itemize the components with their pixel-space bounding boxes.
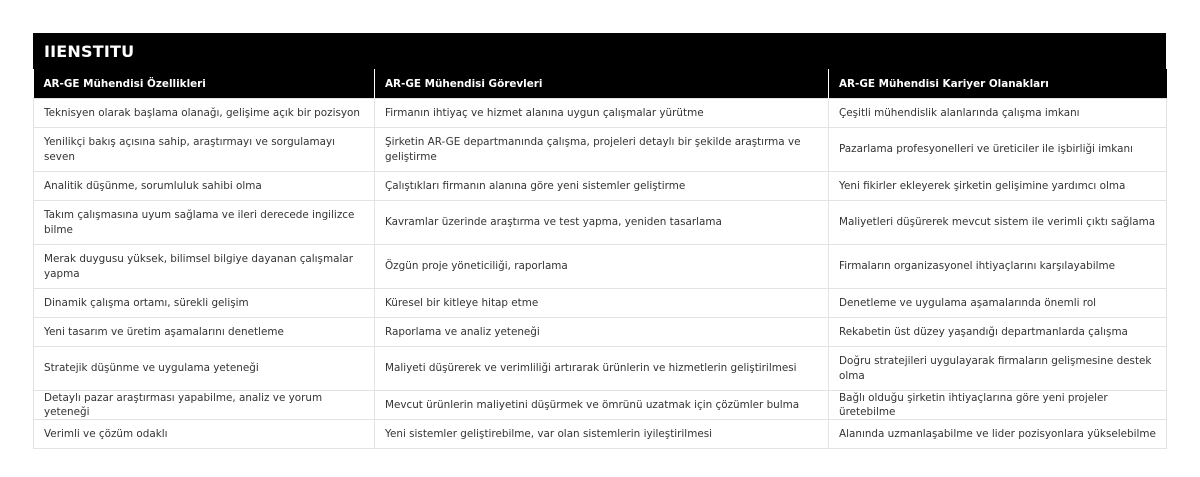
table-row bbox=[34, 347, 1167, 391]
table-header-row bbox=[34, 69, 1167, 99]
table-cell: Verimli ve çözüm odaklı bbox=[34, 420, 375, 449]
table-cell: Raporlama ve analiz yeteneği bbox=[375, 318, 829, 347]
brand-logo-text: IIENSTITU bbox=[44, 41, 135, 61]
table-row bbox=[34, 128, 1167, 172]
table-cell: Stratejik düşünme ve uygulama yeteneği bbox=[34, 347, 375, 391]
table-cell: Maliyetleri düşürerek mevcut sistem ile verimli çıktı sağlama bbox=[829, 201, 1167, 245]
table-cell: Alanında uzmanlaşabilme ve lider pozisyonlara yükselebilme bbox=[829, 420, 1167, 449]
table-cell: Doğru stratejileri uygulayarak firmaların gelişmesine destek olma bbox=[829, 347, 1167, 391]
table-row bbox=[34, 99, 1167, 128]
column-header-gorevleri: AR-GE Mühendisi Görevleri bbox=[375, 69, 829, 99]
table-row bbox=[34, 318, 1167, 347]
table-cell: Kavramlar üzerinde araştırma ve test yapma, yeniden tasarlama bbox=[375, 201, 829, 245]
comparison-table-card bbox=[33, 33, 1166, 449]
comparison-table bbox=[33, 69, 1167, 449]
table-cell: Rekabetin üst düzey yaşandığı departmanlarda çalışma bbox=[829, 318, 1167, 347]
table-cell: Analitik düşünme, sorumluluk sahibi olma bbox=[34, 172, 375, 201]
table-cell: Firmaların organizasyonel ihtiyaçlarını karşılayabilme bbox=[829, 245, 1167, 289]
table-cell: Maliyeti düşürerek ve verimliliği artırarak ürünlerin ve hizmetlerin geliştirilmesi bbox=[375, 347, 829, 391]
table-cell: Mevcut ürünlerin maliyetini düşürmek ve ömrünü uzatmak için çözümler bulma bbox=[375, 391, 829, 420]
table-cell: Detaylı pazar araştırması yapabilme, analiz ve yorum yeteneği bbox=[34, 391, 375, 420]
table-cell: Merak duygusu yüksek, bilimsel bilgiye dayanan çalışmalar yapma bbox=[34, 245, 375, 289]
table-row bbox=[34, 420, 1167, 449]
table-cell: Pazarlama profesyonelleri ve üreticiler ile işbirliği imkanı bbox=[829, 128, 1167, 172]
table-cell: Dinamik çalışma ortamı, sürekli gelişim bbox=[34, 289, 375, 318]
table-row bbox=[34, 201, 1167, 245]
table-cell: Şirketin AR-GE departmanında çalışma, projeleri detaylı bir şekilde araştırma ve geliştirme bbox=[375, 128, 829, 172]
table-cell: Teknisyen olarak başlama olanağı, gelişime açık bir pozisyon bbox=[34, 99, 375, 128]
table-cell: Yeni tasarım ve üretim aşamalarını denetleme bbox=[34, 318, 375, 347]
table-cell: Takım çalışmasına uyum sağlama ve ileri derecede ingilizce bilme bbox=[34, 201, 375, 245]
table-row bbox=[34, 289, 1167, 318]
brand-header bbox=[33, 33, 1166, 69]
table-cell: Küresel bir kitleye hitap etme bbox=[375, 289, 829, 318]
table-cell: Yenilikçi bakış açısına sahip, araştırmayı ve sorgulamayı seven bbox=[34, 128, 375, 172]
table-cell: Yeni fikirler ekleyerek şirketin gelişimine yardımcı olma bbox=[829, 172, 1167, 201]
table-row bbox=[34, 391, 1167, 420]
table-cell: Çeşitli mühendislik alanlarında çalışma imkanı bbox=[829, 99, 1167, 128]
table-cell: Özgün proje yöneticiliği, raporlama bbox=[375, 245, 829, 289]
table-cell: Bağlı olduğu şirketin ihtiyaçlarına göre yeni projeler üretebilme bbox=[829, 391, 1167, 420]
table-row bbox=[34, 245, 1167, 289]
column-header-ozellikleri: AR-GE Mühendisi Özellikleri bbox=[34, 69, 375, 99]
table-row bbox=[34, 172, 1167, 201]
table-cell: Yeni sistemler geliştirebilme, var olan sistemlerin iyileştirilmesi bbox=[375, 420, 829, 449]
table-cell: Çalıştıkları firmanın alanına göre yeni sistemler geliştirme bbox=[375, 172, 829, 201]
table-cell: Denetleme ve uygulama aşamalarında önemli rol bbox=[829, 289, 1167, 318]
column-header-kariyer-olanaklari: AR-GE Mühendisi Kariyer Olanakları bbox=[829, 69, 1167, 99]
table-cell: Firmanın ihtiyaç ve hizmet alanına uygun çalışmalar yürütme bbox=[375, 99, 829, 128]
